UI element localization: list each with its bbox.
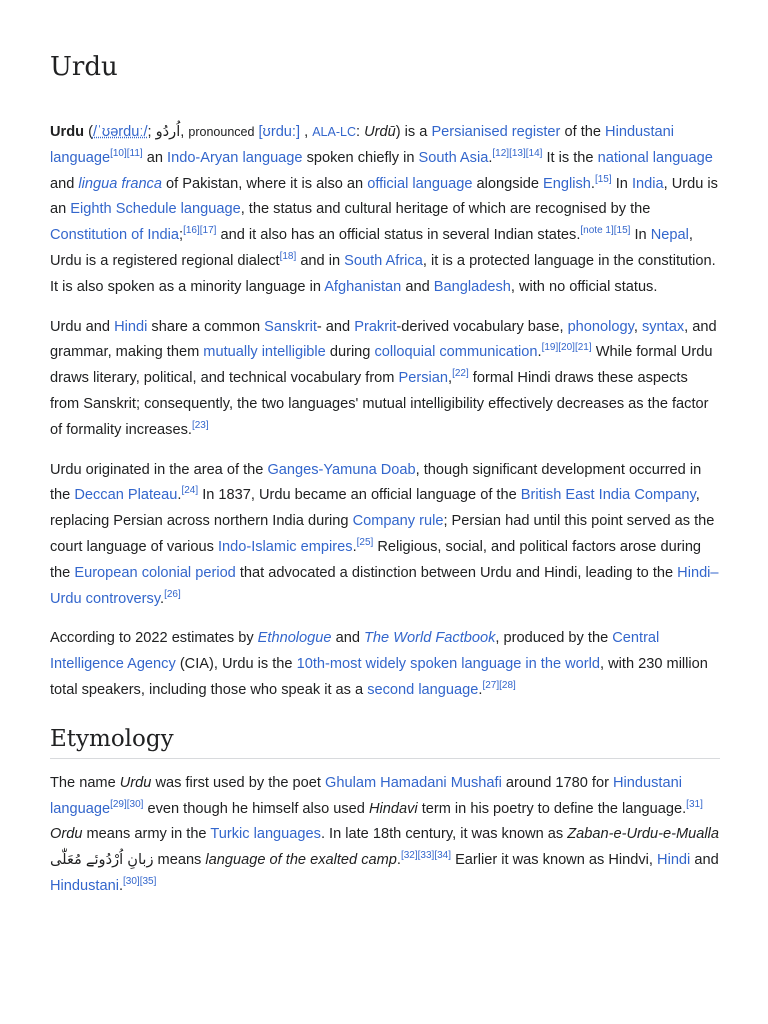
citation[interactable]: [18] <box>279 251 297 263</box>
link-cia[interactable]: Central Intelligence Agency <box>50 630 660 673</box>
link-european-colonial-period[interactable]: European colonial period <box>74 564 236 581</box>
citation[interactable]: [10][11] <box>110 147 143 159</box>
link-world-factbook[interactable]: The World Factbook <box>364 630 496 647</box>
citation[interactable]: [26] <box>164 588 181 600</box>
ala-lc-link[interactable]: ALA-LC <box>312 125 356 139</box>
link-official-language[interactable]: official language <box>367 175 473 192</box>
ipa-link[interactable]: [ʊrdu:] <box>258 124 301 140</box>
urdu-script: زبانِ اُرْدُوئے مُعَلّٰی <box>50 852 154 869</box>
link-nepal[interactable]: Nepal <box>650 227 689 244</box>
link-south-africa[interactable]: South Africa <box>344 252 423 269</box>
link-hindi[interactable]: Hindi <box>657 852 691 869</box>
citation[interactable]: [16][17] <box>183 225 217 237</box>
link-hindustani-language[interactable]: Hindustani language <box>50 124 675 166</box>
citation[interactable]: [24] <box>181 485 199 497</box>
link-eighth-schedule[interactable]: Eighth Schedule language <box>70 201 241 218</box>
article-body <box>50 120 720 914</box>
link-syntax[interactable]: syntax <box>641 318 685 335</box>
link-hindi-urdu-controversy[interactable]: Hindi–Urdu controversy <box>50 564 719 607</box>
citation[interactable]: [15] <box>594 173 612 185</box>
link-british-east-india-company[interactable]: British East India Company <box>520 487 696 504</box>
link-persianised-register[interactable]: Persianised register <box>431 124 561 140</box>
citation[interactable]: [12][13][14] <box>492 147 543 159</box>
link-indo-islamic-empires[interactable]: Indo-Islamic empires <box>217 538 353 555</box>
paragraph-hindi: Urdu and Hindi share a common Sanskrit- and Prakrit-derived vocabulary base, phonology, syntax, and grammar, making them mutually intelligible during colloquial communication.[19][20][21] While formal Urdu draws literary, political, and technical vocabulary from Persian,[22] formal Hindi draws these aspects from Sanskrit; consequently, the two languages' mutual intelligibility effectively decreases as the factor of formality increases.[23] <box>50 318 717 438</box>
link-afghanistan[interactable]: Afghanistan <box>324 278 402 295</box>
paragraph-origin: Urdu originated in the area of the Ganges-Yamuna Doab, though significant development occurred in the Deccan Plateau.[24] In 1837, Urdu became an official language of the British East India Company, replacing Persian across northern India during Company rule; Persian had until this point served as the court language of various Indo-Islamic empires.[25] Religious, social, and political factors arose during the European colonial period that advocated a distinction between Urdu and Hindi, leading to the Hindi–Urdu controversy.[26] <box>50 461 719 607</box>
link-national-language[interactable]: national language <box>597 149 713 166</box>
citation[interactable]: [30][35] <box>123 876 157 888</box>
link-ganges-yamuna-doab[interactable]: Ganges-Yamuna Doab <box>267 461 416 478</box>
link-sanskrit[interactable]: Sanskrit <box>264 318 317 335</box>
link-indo-aryan[interactable]: Indo-Aryan language <box>167 149 303 166</box>
citation[interactable]: [32][33][34] <box>400 850 452 862</box>
link-india[interactable]: India <box>631 175 664 192</box>
link-ethnologue[interactable]: Ethnologue <box>257 630 332 647</box>
link-colloquial-communication[interactable]: colloquial communication <box>374 344 538 361</box>
section-heading-etymology: Etymology <box>50 726 720 759</box>
citation[interactable]: [29][30] <box>110 798 144 810</box>
link-persian[interactable]: Persian <box>398 370 448 387</box>
link-prakrit[interactable]: Prakrit <box>354 318 397 335</box>
ipa-link[interactable]: /ˈʊərduː/ <box>92 124 148 140</box>
citation[interactable]: [25] <box>356 537 374 549</box>
citation[interactable]: [note 1][15] <box>580 225 631 237</box>
link-ghulam-hamadani-mushafi[interactable]: Ghulam Hamadani Mushafi <box>325 774 502 791</box>
link-south-asia[interactable]: South Asia <box>418 149 489 166</box>
link-constitution-india[interactable]: Constitution of India <box>50 227 179 244</box>
link-mutually-intelligible[interactable]: mutually intelligible <box>203 344 326 361</box>
romanized-term: Urdū <box>364 124 396 140</box>
link-hindustani-language[interactable]: Hindustani language <box>50 774 682 817</box>
urdu-script: اُردُو <box>155 124 181 140</box>
link-deccan-plateau[interactable]: Deccan Plateau <box>74 487 178 504</box>
bold-term: Urdu <box>50 124 85 140</box>
paragraph-etymology: The name Urdu was first used by the poet Ghulam Hamadani Mushafi around 1780 for Hindustani language[29][30] even though he himself also used Hindavi term in his poetry to define the language.[31] Ordu means army in the Turkic languages. In late 18th century, it was known as Zaban-e-Urdu-e-Mualla زبانِ اُرْدُوئے مُعَلّٰی means language of the exalted camp.[32][33][34] Earlier it was known as Hindvi, Hindi and Hindustani.[30][35] <box>50 774 719 894</box>
link-second-language[interactable]: second language <box>367 681 479 698</box>
link-english[interactable]: English <box>543 175 591 192</box>
citation[interactable]: [19][20][21] <box>541 342 592 354</box>
link-most-spoken-languages[interactable]: 10th-most widely spoken language in the world <box>296 656 601 673</box>
link-turkic-languages[interactable]: Turkic languages <box>210 826 321 843</box>
page-title: Urdu <box>50 52 118 82</box>
link-company-rule[interactable]: Company rule <box>352 513 444 530</box>
link-phonology[interactable]: phonology <box>567 318 634 335</box>
link-bangladesh[interactable]: Bangladesh <box>433 278 511 295</box>
citation[interactable]: [31] <box>686 798 703 810</box>
link-hindi[interactable]: Hindi <box>114 318 148 335</box>
citation[interactable]: [22] <box>452 368 469 380</box>
paragraph-speakers: According to 2022 estimates by Ethnologue and The World Factbook, produced by the Central Intelligence Agency (CIA), Urdu is the 10th-most widely spoken language in the world, with 230 million total speakers, including those who speak it as a second language.[27][28] <box>50 630 708 698</box>
pronounced-label: pronounced <box>188 125 255 139</box>
link-hindustani[interactable]: Hindustani <box>50 877 119 894</box>
citation[interactable]: [27][28] <box>482 680 516 692</box>
link-lingua-franca[interactable]: lingua franca <box>78 175 162 192</box>
paragraph-intro: Urdu (/ˈʊərduː/; اُردُو, pronounced [ʊrdu:] , ALA-LC: Urdū) is a Persianised register of the Hindustani language[10][11] an Indo-Aryan language spoken chiefly in South Asia.[12][13][14] It is the national language and lingua franca of Pakistan, where it is also an official language alongside English.[15] In India, Urdu is an Eighth Schedule language, the status and cultural heritage of which are recognised by the Constitution of India;[16][17] and it also has an official status in several Indian states.[note 1][15] In Nepal, Urdu is a registered regional dialect[18] and in South Africa, it is a protected language in the constitution. It is also spoken as a minority language in Afghanistan and Bangladesh, with no official status. <box>50 124 718 295</box>
citation[interactable]: [23] <box>191 419 209 431</box>
